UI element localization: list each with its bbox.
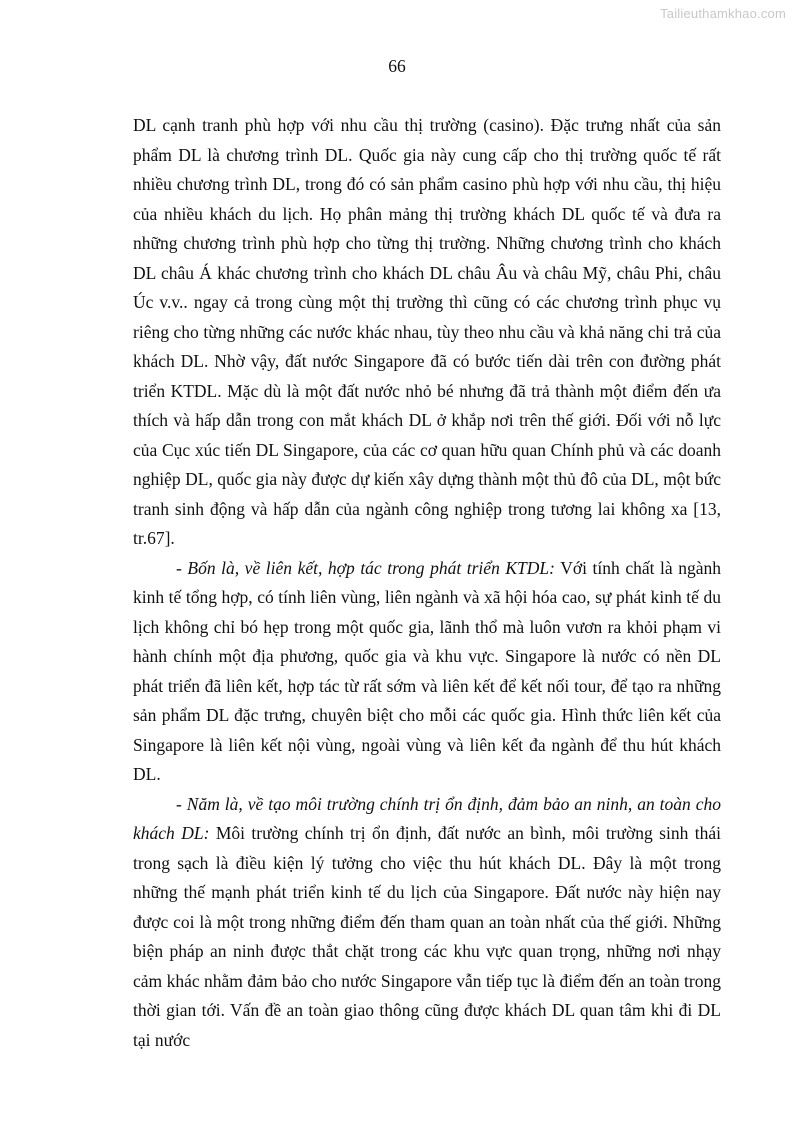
watermark-text: Tailieuthamkhao.com	[660, 6, 786, 21]
paragraph-casino-products	[133, 111, 721, 554]
paragraph-heading: - Năm là, về tạo môi trường chính trị ổn định, đảm bảo an ninh, an toàn cho khách DL:	[133, 793, 721, 843]
paragraph-cooperation	[133, 554, 721, 790]
document-body	[133, 111, 721, 1055]
paragraph-heading: - Bốn là, về liên kết, hợp tác trong phát triển KTDL:	[176, 557, 555, 578]
paragraph-text: Môi trường chính trị ổn định, đất nước an bình, môi trường sinh thái trong sạch là điều kiện lý tưởng cho việc thu hút khách DL. Đây là một trong những thế mạnh phát triển kinh tế du lịch của Singapore. Đất nước này hiện nay được coi là một trong những điểm đến tham quan an toàn nhất của thế giới. Những biện pháp an ninh được thắt chặt trong các khu vực quan trọng, những nơi nhạy cảm khác nhằm đảm bảo cho nước Singapore vẫn tiếp tục là điểm đến an toàn trong thời gian tới. Vấn đề an toàn giao thông cũng được khách DL quan tâm khi đi DL tại nước	[133, 823, 721, 1050]
paragraph-text: Với tính chất là ngành kinh tế tổng hợp, có tính liên vùng, liên ngành và xã hội hóa cao, sự phát kinh tế du lịch không chỉ bó hẹp trong một quốc gia, lãnh thổ mà luôn vươn ra khỏi phạm vi hành chính một địa phương, quốc gia và khu vực. Singapore là nước có nền DL phát triển đã liên kết, hợp tác từ rất sớm và liên kết để kết nối tour, để tạo ra những sản phẩm DL đặc trưng, chuyên biệt cho mỗi các quốc gia. Hình thức liên kết của Singapore là liên kết nội vùng, ngoài vùng và liên kết đa ngành để thu hút khách DL.	[133, 557, 721, 784]
page-number: 66	[388, 56, 406, 76]
paragraph-text: DL cạnh tranh phù hợp với nhu cầu thị trường (casino). Đặc trưng nhất của sản phẩm DL là chương trình DL. Quốc gia này cung cấp cho thị trường quốc tế rất nhiều chương trình DL, trong đó có sản phẩm casino phù hợp với nhu cầu, thị hiệu của nhiều khách du lịch. Họ phân mảng thị trường khách DL quốc tế và đưa ra những chương trình phù hợp cho từng thị trường. Những chương trình cho khách DL châu Á khác chương trình cho khách DL châu Âu và châu Mỹ, châu Phi, châu Úc v.v.. ngay cả trong cùng một thị trường thì cũng có các chương trình phục vụ riêng cho từng những các nước khác nhau, tùy theo nhu cầu và khả năng chi trả của khách DL. Nhờ vậy, đất nước Singapore đã có bước tiến dài trên con đường phát triển KTDL. Mặc dù là một đất nước nhỏ bé nhưng đã trả thành một điểm đến ưa thích và hấp dẫn trong con mắt khách DL ở khắp nơi trên thế giới. Đối với nỗ lực của Cục xúc tiến DL Singapore, của các cơ quan hữu quan Chính phủ và các doanh nghiệp DL, quốc gia này được dự kiến xây dựng thành một thủ đô của DL, một bức tranh sinh động và hấp dẫn của ngành công nghiệp trong tương lai không xa [13, tr.67].	[133, 115, 721, 548]
paragraph-security	[133, 790, 721, 1056]
